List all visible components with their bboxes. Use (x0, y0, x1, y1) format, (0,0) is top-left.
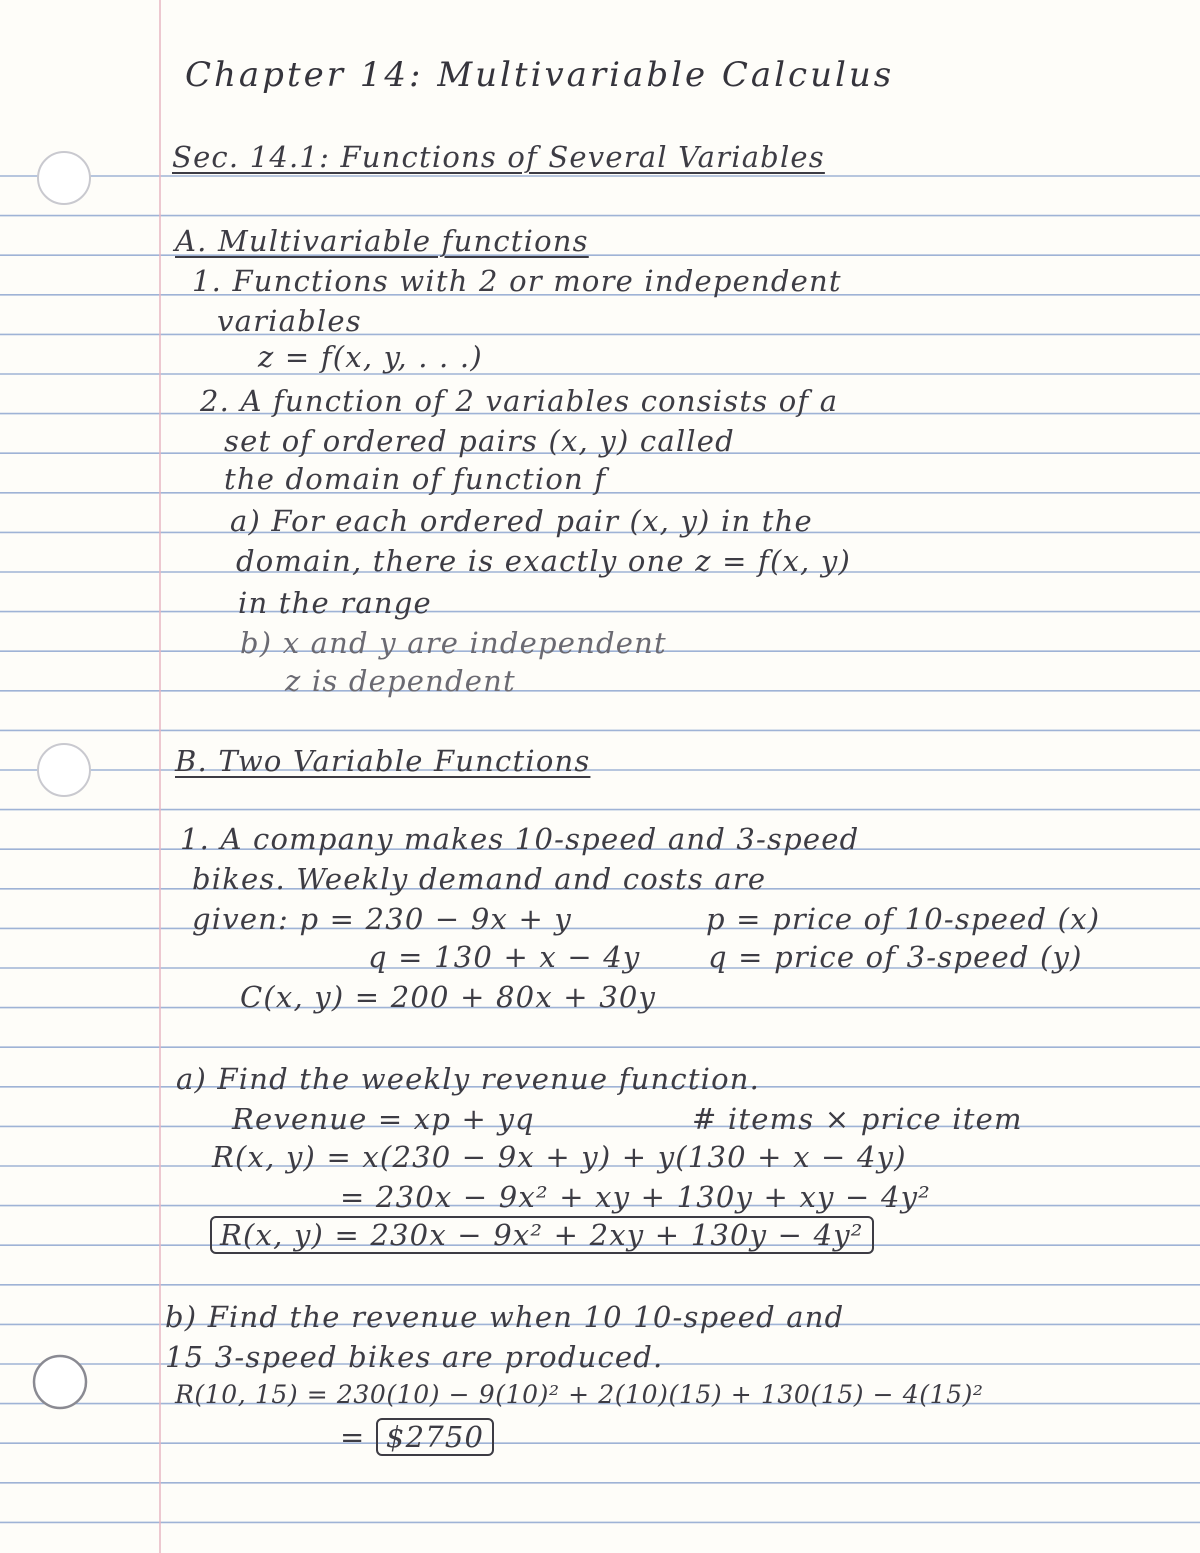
note-line: = 230x − 9x² + xy + 130y + xy − 4y² (340, 1180, 932, 1214)
note-line: 15 3-speed bikes are produced. (165, 1340, 664, 1374)
note-line: q = 130 + x − 4y (368, 940, 641, 974)
note-line: R(10, 15) = 230(10) − 9(10)² + 2(10)(15) + 130(15) − 4(15)² (175, 1380, 984, 1409)
revenue-function-answer: R(x, y) = 230x − 9x² + 2xy + 130y − 4y² (210, 1216, 874, 1254)
binder-hole-middle (38, 744, 90, 796)
note-line: p = price of 10-speed (x) (706, 902, 1101, 936)
note-line: in the range (238, 586, 432, 620)
equals-sign: = (340, 1420, 366, 1454)
note-line: variables (217, 304, 362, 338)
note-line: C(x, y) = 200 + 80x + 30y (240, 980, 657, 1014)
section-heading: Sec. 14.1: Functions of Several Variables (172, 140, 825, 174)
chapter-title: Chapter 14: Multivariable Calculus (185, 55, 895, 95)
question-b: b) Find the revenue when 10 10-speed and (165, 1300, 845, 1334)
note-line: z = f(x, y, . . .) (258, 340, 483, 374)
part-b-heading: B. Two Variable Functions (175, 744, 591, 778)
note-line: q = price of 3-speed (y) (708, 940, 1083, 974)
binder-hole-top (38, 152, 90, 204)
part-a-heading: A. Multivariable functions (175, 224, 589, 258)
note-line: a) For each ordered pair (x, y) in the (230, 504, 813, 538)
note-line: 1. A company makes 10-speed and 3-speed (180, 822, 860, 856)
note-line: Revenue = xp + yq (232, 1102, 535, 1136)
revenue-value-row (340, 1418, 494, 1456)
question-a: a) Find the weekly revenue function. (176, 1062, 761, 1096)
binder-hole-bottom (34, 1356, 86, 1408)
note-line: R(x, y) = x(230 − 9x + y) + y(130 + x − 4y) (212, 1140, 907, 1174)
note-line: b) x and y are independent (240, 626, 667, 660)
note-line: bikes. Weekly demand and costs are (192, 862, 767, 896)
note-line: # items × price item (692, 1102, 1023, 1136)
note-line: domain, there is exactly one z = f(x, y) (236, 544, 851, 578)
note-line: z is dependent (285, 664, 516, 698)
note-line: the domain of function f (224, 462, 607, 496)
revenue-value-answer: $2750 (376, 1418, 494, 1456)
revenue-answer-row (210, 1216, 874, 1254)
note-line: 1. Functions with 2 or more independent (192, 264, 842, 298)
note-line: given: p = 230 − 9x + y (192, 902, 572, 936)
note-line: set of ordered pairs (x, y) called (224, 424, 735, 458)
note-line: 2. A function of 2 variables consists of a (200, 384, 839, 418)
